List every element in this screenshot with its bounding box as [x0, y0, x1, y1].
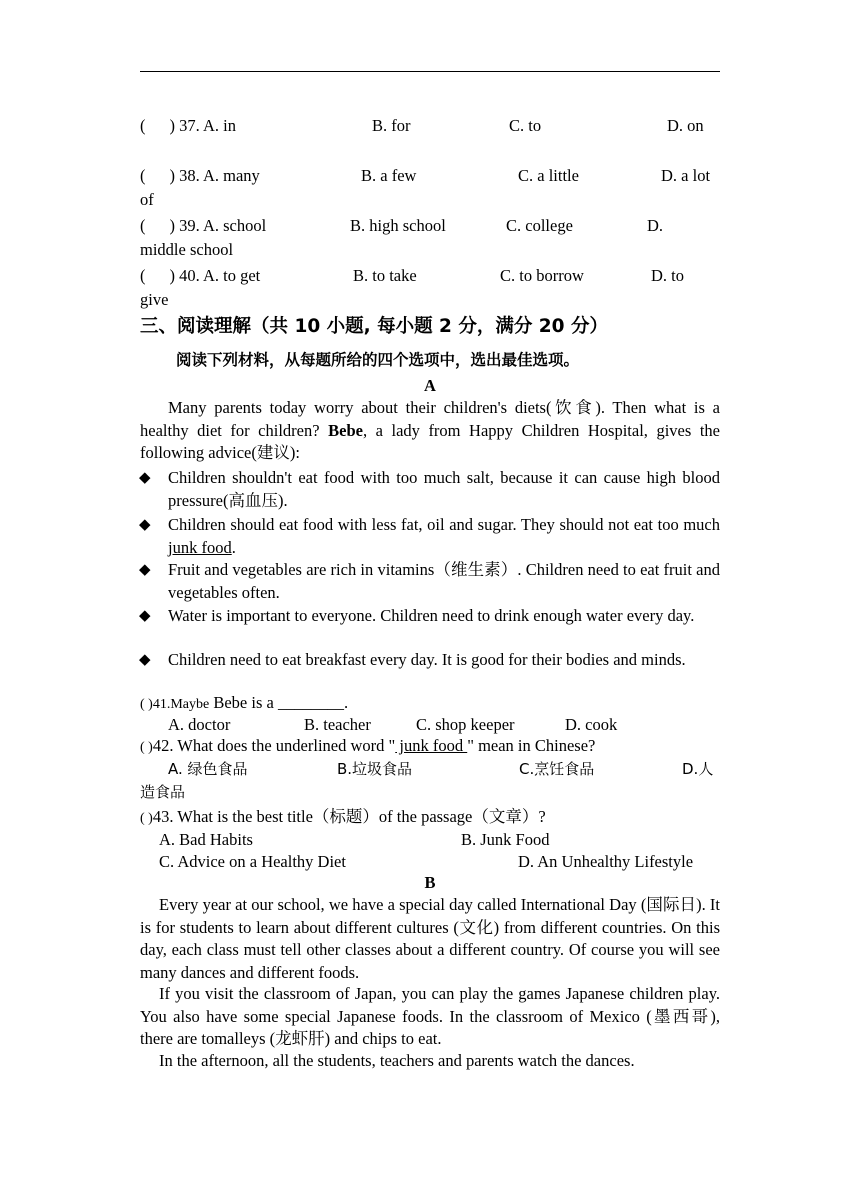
question-number: 39.: [179, 216, 200, 235]
answer-paren-close: ): [169, 216, 175, 235]
option-c: C.烹饪食品: [519, 760, 595, 778]
underlined-term: junk food: [168, 537, 232, 557]
question-38: [140, 165, 260, 188]
option-a: A. to get: [202, 266, 261, 285]
answer-paren-close: ): [169, 116, 175, 135]
option-d: D. to: [651, 266, 684, 285]
question-text: Bebe is a ________.: [209, 693, 349, 712]
option-d: D. An Unhealthy Lifestyle: [518, 852, 694, 871]
answer-paren-close: ): [169, 166, 175, 185]
advice-item: [140, 514, 720, 559]
option-d: D.: [647, 216, 664, 235]
question-37: [140, 115, 236, 138]
advice-text: Water is important to everyone. Children need to drink enough water every day.: [168, 606, 695, 625]
section-instruction: 阅读下列材料，从每题所给的四个选项中，选出最佳选项。: [176, 351, 580, 369]
option-c: C. to borrow: [500, 266, 584, 285]
option-b: B. for: [372, 116, 411, 135]
question-number: 41.Maybe: [152, 697, 210, 712]
question-42: [140, 735, 595, 760]
intro-text-2: , a lady from Happy Children Hospital, gives the following advice(建议):: [140, 420, 720, 462]
question-number: 37.: [179, 116, 200, 135]
option-c: C. shop keeper: [416, 715, 515, 734]
question-43: [140, 806, 546, 831]
advice-item: [140, 467, 720, 512]
passage-a-intro: [140, 397, 720, 465]
intro-text: Many parents today worry about their children's diets(饮食). Then what is a healthy diet for children?: [140, 398, 720, 440]
passage-a-label: A: [424, 376, 436, 395]
advice-text: Fruit and vegetables are rich in vitamins（维生素）. Children need to eat fruit and vegetables often.: [168, 560, 720, 602]
option-b: B. teacher: [304, 715, 371, 734]
answer-paren: ( ): [140, 697, 153, 712]
option-a: A. many: [202, 166, 260, 185]
option-a: A. school: [202, 216, 267, 235]
answer-paren: (: [140, 166, 146, 185]
option-b: B.垃圾食品: [337, 760, 413, 778]
advice-item: [140, 559, 720, 604]
option-a: A. in: [202, 116, 236, 135]
answer-paren: ( ): [140, 811, 153, 826]
diamond-bullet-icon: ◆: [139, 470, 151, 486]
advice-text: Children should eat food with less fat, oil and sugar. They should not eat too much: [168, 515, 720, 534]
option-d: D. cook: [565, 715, 618, 734]
question-text: 43. What is the best title（标题）of the passage（文章）?: [152, 807, 546, 826]
question-39: [140, 215, 266, 238]
answer-paren: (: [140, 116, 146, 135]
option-b: B. high school: [350, 216, 446, 235]
option-b: B. Junk Food: [461, 830, 550, 849]
answer-paren: (: [140, 266, 146, 285]
intro-name: Bebe: [328, 420, 363, 440]
section-heading: 三、阅读理解（共 10 小题, 每小题 2 分，满分 20 分）: [140, 316, 608, 337]
option-d-wrap: of: [140, 190, 154, 209]
question-41: [140, 692, 348, 717]
question-text: 42. What does the underlined word ": [152, 736, 396, 755]
period: .: [231, 537, 236, 557]
diamond-bullet-icon: ◆: [139, 608, 151, 624]
diamond-bullet-icon: ◆: [139, 562, 151, 578]
option-d: D. on: [667, 116, 704, 135]
option-c: C. college: [506, 216, 573, 235]
underlined-term: junk food: [395, 736, 468, 755]
advice-item: [140, 605, 720, 628]
question-40: [140, 265, 260, 288]
passage-b-paragraph: Every year at our school, we have a special day called International Day (国际日). It is for students to learn about different cultures (文化) from different countries. On this day, each class must tell other classes about a different country. Of course you will see many dances and different foods.: [140, 895, 720, 982]
advice-text: Children need to eat breakfast every day. It is good for their bodies and minds.: [168, 650, 686, 669]
option-a: A. doctor: [168, 715, 231, 734]
option-d-wrap: give: [140, 290, 169, 309]
option-a: A. Bad Habits: [159, 830, 253, 849]
advice-text-container: [168, 514, 720, 559]
answer-paren: (: [140, 216, 146, 235]
advice-item: [140, 649, 720, 672]
passage-b-paragraph: In the afternoon, all the students, teachers and parents watch the dances.: [159, 1051, 635, 1070]
header-rule: [140, 71, 720, 72]
diamond-bullet-icon: ◆: [139, 652, 151, 668]
option-b: B. a few: [361, 166, 417, 185]
diamond-bullet-icon: ◆: [139, 517, 151, 533]
question-number: 38.: [179, 166, 200, 185]
option-d: D. a lot: [661, 166, 711, 185]
option-c: C. Advice on a Healthy Diet: [159, 852, 346, 871]
option-d-wrap: middle school: [140, 240, 234, 259]
answer-paren-close: ): [169, 266, 175, 285]
passage-b-label: B: [424, 873, 436, 892]
passage-b-paragraph: If you visit the classroom of Japan, you can play the games Japanese children play. You also have some special Japanese foods. In the classroom of Mexico (墨西哥), there are tomalleys (龙虾肝) and chips to eat.: [140, 984, 720, 1048]
option-c: C. to: [509, 116, 542, 135]
advice-text: Children shouldn't eat food with too much salt, because it can cause high blood pressure(高血压).: [168, 468, 720, 510]
question-text-2: " mean in Chinese?: [467, 736, 596, 755]
option-a: A. 绿色食品: [168, 760, 248, 778]
question-number: 40.: [179, 266, 200, 285]
option-d-wrap: 造食品: [140, 783, 186, 801]
option-b: B. to take: [353, 266, 417, 285]
option-d: D.人: [682, 760, 714, 778]
option-c: C. a little: [518, 166, 579, 185]
answer-paren: ( ): [140, 740, 153, 755]
